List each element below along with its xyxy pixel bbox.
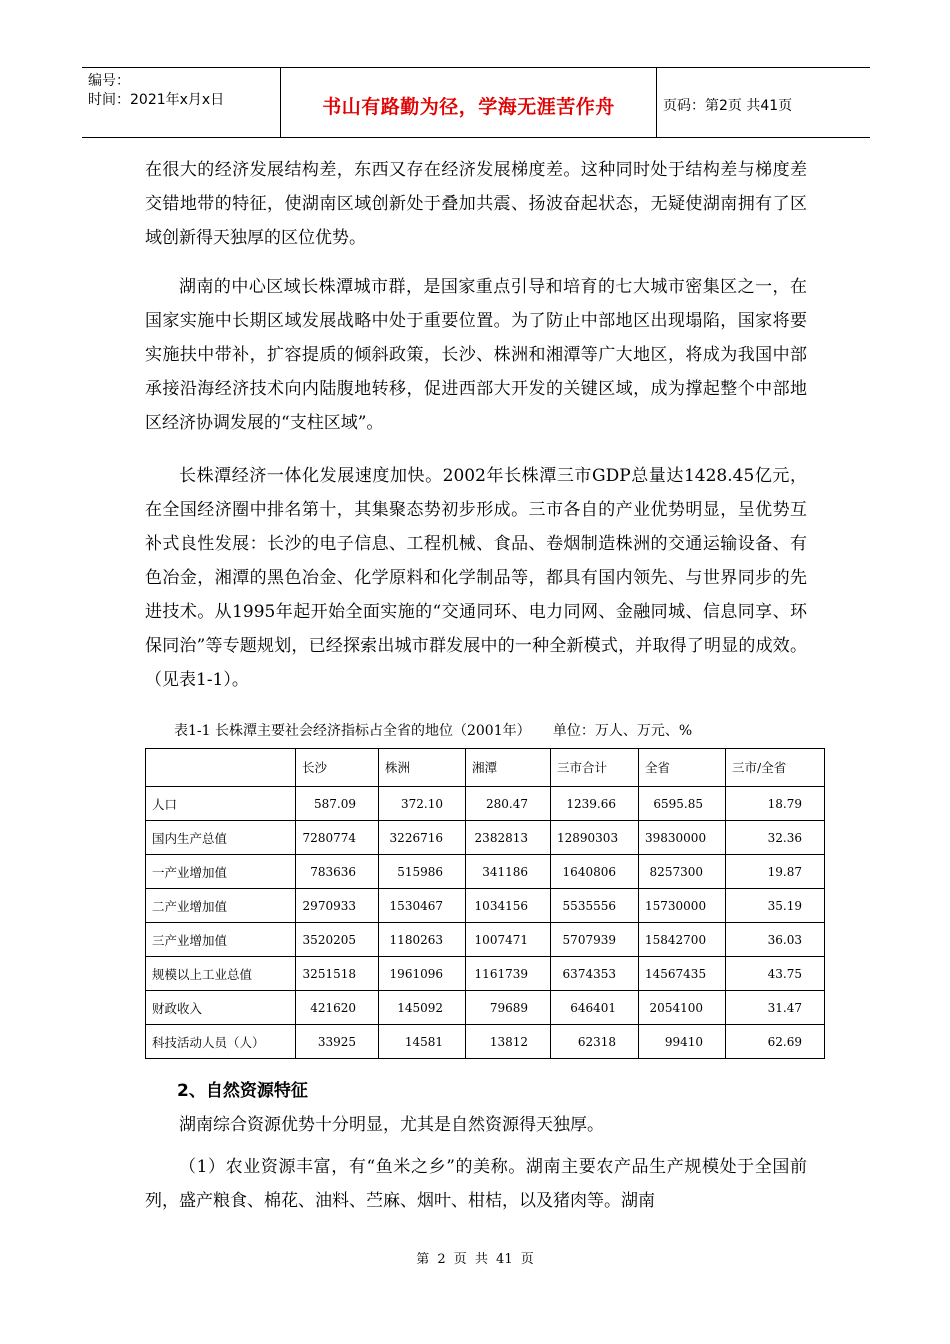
table-cell: 6374353 bbox=[551, 957, 639, 991]
table-header-cell: 株洲 bbox=[379, 749, 466, 787]
table-cell: 62318 bbox=[551, 1025, 639, 1059]
table-cell: 1961096 bbox=[379, 957, 466, 991]
table-row bbox=[146, 991, 825, 1025]
paragraph-2: 湖南的中心区域长株潭城市群，是国家重点引导和培育的七大城市密集区之一，在国家实施中长期区域发展战略中处于重要位置。为了防止中部地区出现塌陷，国家将要实施扶中带补，扩容提质的倾斜政策，长沙、株洲和湘潭等广大地区，将成为我国中部承接沿海经济技术向内陆腹地转移，促进西部大开发的关键区域，成为撑起整个中部地区经济协调发展的“支柱区域”。 bbox=[145, 277, 807, 433]
table-cell: 1180263 bbox=[379, 923, 466, 957]
table-row-label: 三产业增加值 bbox=[146, 923, 296, 957]
table-row-label: 人口 bbox=[146, 787, 296, 821]
table-cell: 79689 bbox=[466, 991, 551, 1025]
table-cell: 12890303 bbox=[551, 821, 639, 855]
table-cell: 15730000 bbox=[639, 889, 726, 923]
table-cell: 33925 bbox=[296, 1025, 379, 1059]
paragraph-5: （1）农业资源丰富，有“鱼米之乡”的美称。湖南主要农产品生产规模处于全国前列，盛产粮食、棉花、油料、苎麻、烟叶、柑桔，以及猪肉等。湖南 bbox=[145, 1157, 807, 1211]
paragraph-2-block bbox=[145, 270, 807, 440]
table-cell: 1034156 bbox=[466, 889, 551, 923]
table-cell: 1239.66 bbox=[551, 787, 639, 821]
table-cell: 39830000 bbox=[639, 821, 726, 855]
table-cell: 5707939 bbox=[551, 923, 639, 957]
table-cell: 145092 bbox=[379, 991, 466, 1025]
table-cell: 18.79 bbox=[726, 787, 825, 821]
table-cell: 1007471 bbox=[466, 923, 551, 957]
table-row bbox=[146, 889, 825, 923]
table-row-label: 财政收入 bbox=[146, 991, 296, 1025]
document-number-label: 编号： bbox=[88, 73, 130, 89]
table-cell: 14567435 bbox=[639, 957, 726, 991]
table-cell: 8257300 bbox=[639, 855, 726, 889]
table-cell: 15842700 bbox=[639, 923, 726, 957]
table-cell: 13812 bbox=[466, 1025, 551, 1059]
table-cell: 14581 bbox=[379, 1025, 466, 1059]
table-header-cell: 长沙 bbox=[296, 749, 379, 787]
table-header-cell: 三市/全省 bbox=[726, 749, 825, 787]
table-row-label: 科技活动人员（人） bbox=[146, 1025, 296, 1059]
table-cell: 3520205 bbox=[296, 923, 379, 957]
table-row bbox=[146, 821, 825, 855]
table-cell: 341186 bbox=[466, 855, 551, 889]
header-page-label: 页码：第2页 共41页 bbox=[663, 97, 793, 114]
table-cell: 99410 bbox=[639, 1025, 726, 1059]
table-cell: 1161739 bbox=[466, 957, 551, 991]
header-meta bbox=[82, 68, 281, 137]
table-cell: 19.87 bbox=[726, 855, 825, 889]
economic-indicators-table bbox=[145, 748, 825, 1059]
paragraph-1-block bbox=[145, 153, 807, 255]
paragraph-3: 长株潭经济一体化发展速度加快。2002年长株潭三市GDP总量达1428.45亿元，在全国经济圈中排名第十，其集聚态势初步形成。三市各自的产业优势明显，呈优势互补式良性发展：长沙的电子信息、工程机械、食品、卷烟制造株洲的交通运输设备、有色冶金，湘潭的黑色冶金、化学原料和化学制品等，都具有国内领先、与世界同步的先进技术。从1995年起开始全面实施的“交通同环、电力同网、金融同城、信息同享、环保同治”等专题规划，已经探索出城市群发展中的一种全新模式，并取得了明显的成效。（见表1-1）。 bbox=[145, 466, 807, 690]
table-row bbox=[146, 923, 825, 957]
table-row-label: 规模以上工业总值 bbox=[146, 957, 296, 991]
table-cell: 2382813 bbox=[466, 821, 551, 855]
paragraph-4: 湖南综合资源优势十分明显，尤其是自然资源得天独厚。 bbox=[179, 1115, 604, 1135]
table-cell: 5535556 bbox=[551, 889, 639, 923]
table-caption: 表1-1 长株潭主要社会经济指标占全省的地位（2001年） 单位：万人、万元、% bbox=[174, 723, 693, 739]
table-row-label: 一产业增加值 bbox=[146, 855, 296, 889]
table-header-cell bbox=[146, 749, 296, 787]
document-time-label: 时间：2021年x月x日 bbox=[88, 92, 225, 108]
table-cell: 43.75 bbox=[726, 957, 825, 991]
table-header-cell: 全省 bbox=[639, 749, 726, 787]
table-cell: 7280774 bbox=[296, 821, 379, 855]
header-motto: 书山有路勤为径，学海无涯苦作舟 bbox=[281, 68, 657, 137]
section-title: 2、自然资源特征 bbox=[177, 1081, 308, 1101]
table-cell: 35.19 bbox=[726, 889, 825, 923]
table-row bbox=[146, 787, 825, 821]
table-row bbox=[146, 957, 825, 991]
table-cell: 31.47 bbox=[726, 991, 825, 1025]
table-cell: 36.03 bbox=[726, 923, 825, 957]
paragraph-4-block bbox=[145, 1108, 807, 1142]
table-cell: 783636 bbox=[296, 855, 379, 889]
table-cell: 1530467 bbox=[379, 889, 466, 923]
paragraph-3-block bbox=[145, 459, 807, 697]
table-row-label: 国内生产总值 bbox=[146, 821, 296, 855]
table-header-cell: 三市合计 bbox=[551, 749, 639, 787]
table-row bbox=[146, 1025, 825, 1059]
paragraph-5-block bbox=[145, 1150, 807, 1218]
table-cell: 2054100 bbox=[639, 991, 726, 1025]
table-cell: 280.47 bbox=[466, 787, 551, 821]
table-row-label: 二产业增加值 bbox=[146, 889, 296, 923]
table-cell: 62.69 bbox=[726, 1025, 825, 1059]
document-header bbox=[82, 67, 870, 138]
table-cell: 2970933 bbox=[296, 889, 379, 923]
table-cell: 587.09 bbox=[296, 787, 379, 821]
table-cell: 1640806 bbox=[551, 855, 639, 889]
table-cell: 515986 bbox=[379, 855, 466, 889]
table-cell: 372.10 bbox=[379, 787, 466, 821]
table-cell: 6595.85 bbox=[639, 787, 726, 821]
table-cell: 3226716 bbox=[379, 821, 466, 855]
table-header-row bbox=[146, 749, 825, 787]
table-cell: 32.36 bbox=[726, 821, 825, 855]
page-footer: 第 2 页 共 41 页 bbox=[416, 1252, 534, 1267]
paragraph-1: 在很大的经济发展结构差，东西又存在经济发展梯度差。这种同时处于结构差与梯度差交错地带的特征，使湖南区域创新处于叠加共震、扬波奋起状态，无疑使湖南拥有了区域创新得天独厚的区位优势。 bbox=[145, 160, 807, 248]
table-header-cell: 湘潭 bbox=[466, 749, 551, 787]
table-row bbox=[146, 855, 825, 889]
table-cell: 646401 bbox=[551, 991, 639, 1025]
table-cell: 3251518 bbox=[296, 957, 379, 991]
table-cell: 421620 bbox=[296, 991, 379, 1025]
